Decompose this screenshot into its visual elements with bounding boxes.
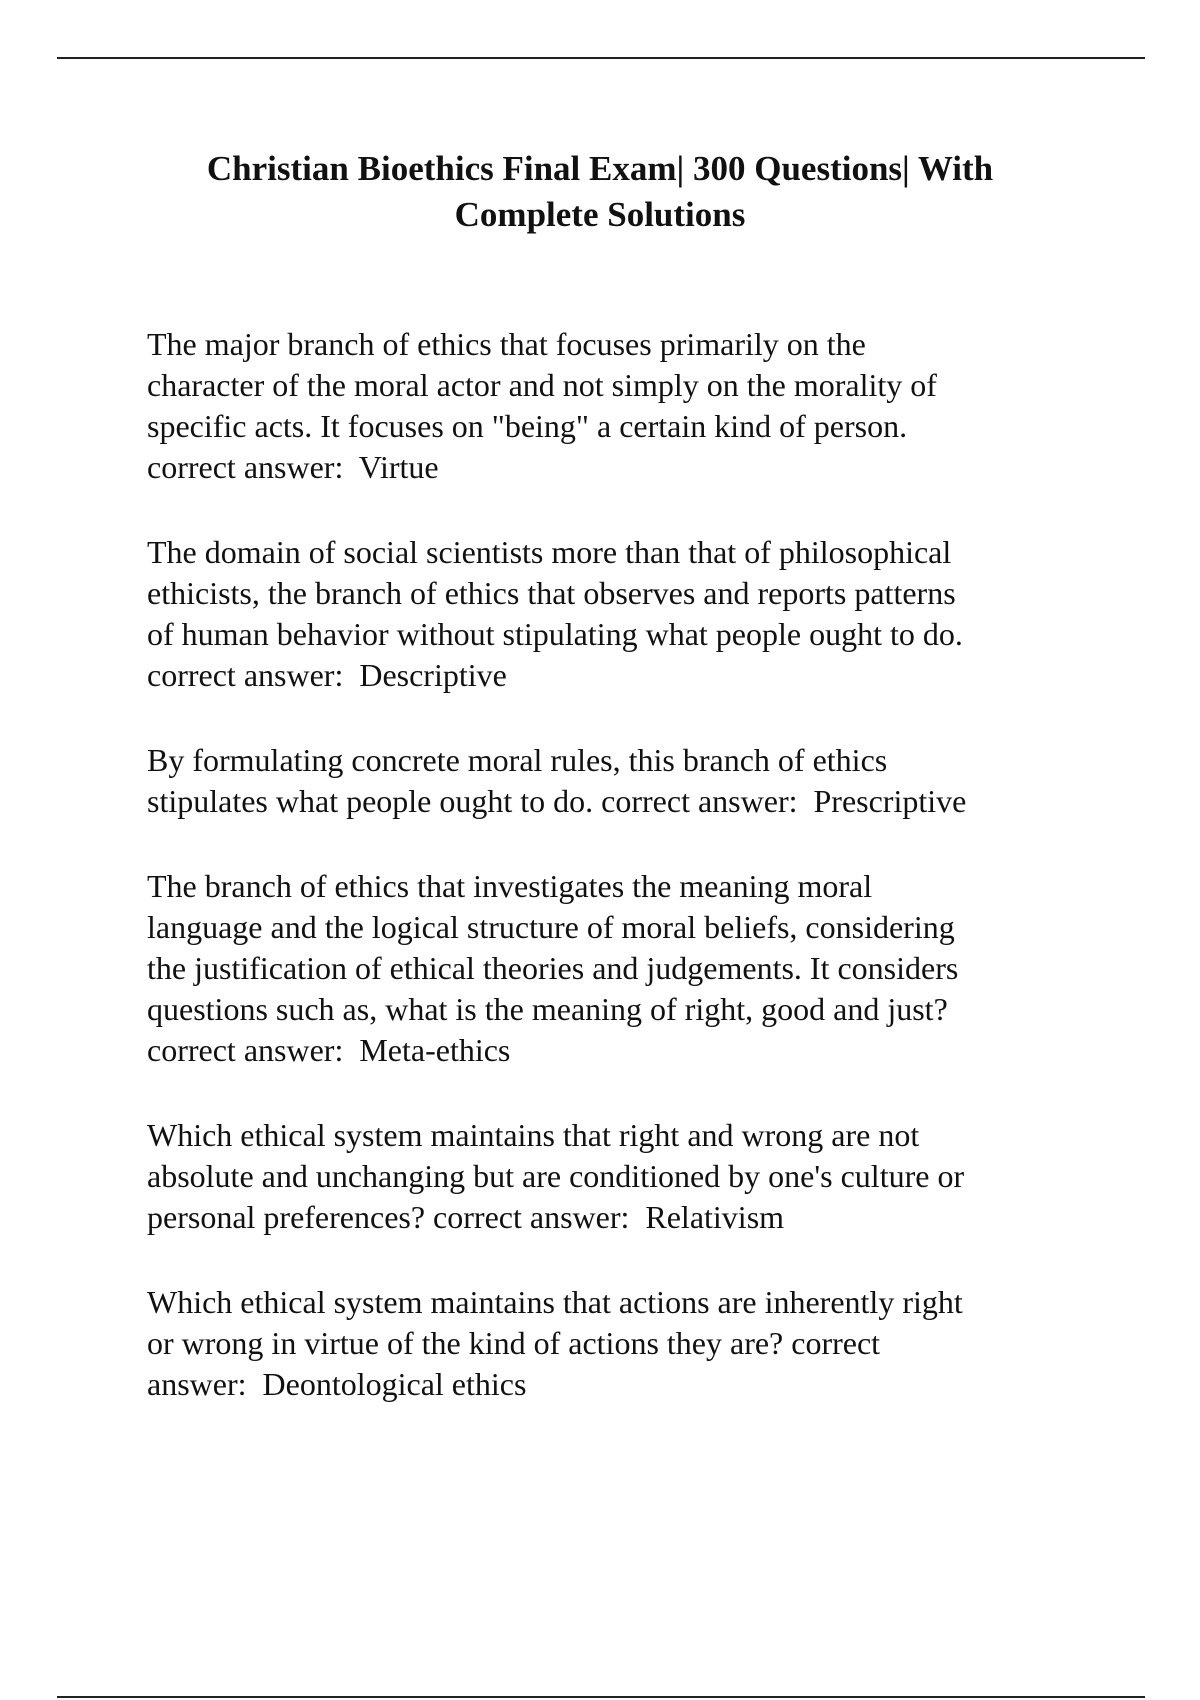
text-line: By formulating concrete moral rules, this branch of ethics	[147, 742, 888, 778]
title-line: Complete Solutions	[454, 195, 746, 234]
text-line: The domain of social scientists more than that of philosophical	[147, 534, 952, 570]
question-answer-item	[147, 532, 1107, 696]
text-line: questions such as, what is the meaning of right, good and just?	[147, 991, 948, 1027]
top-rule	[57, 57, 1145, 59]
document-title	[0, 146, 1200, 238]
question-answer-item	[147, 1282, 1107, 1405]
text-line: The major branch of ethics that focuses primarily on the	[147, 326, 866, 362]
text-line: correct answer: Descriptive	[147, 657, 507, 693]
text-line: language and the logical structure of moral beliefs, considering	[147, 909, 955, 945]
text-line: specific acts. It focuses on "being" a certain kind of person.	[147, 408, 908, 444]
text-line: Which ethical system maintains that actions are inherently right	[147, 1284, 963, 1320]
text-line: answer: Deontological ethics	[147, 1366, 527, 1402]
question-answer-item	[147, 1115, 1107, 1238]
title-line: Christian Bioethics Final Exam| 300 Questions| With	[206, 149, 994, 188]
question-answer-item	[147, 740, 1107, 822]
text-line: Which ethical system maintains that right and wrong are not	[147, 1117, 920, 1153]
question-answer-item	[147, 324, 1107, 488]
text-line: the justification of ethical theories and judgements. It considers	[147, 950, 959, 986]
text-line: absolute and unchanging but are conditioned by one's culture or	[147, 1158, 965, 1194]
text-line: ethicists, the branch of ethics that observes and reports patterns	[147, 575, 956, 611]
text-line: The branch of ethics that investigates the meaning moral	[147, 868, 873, 904]
text-line: correct answer: Virtue	[147, 449, 439, 485]
text-line: correct answer: Meta-ethics	[147, 1032, 511, 1068]
text-line: of human behavior without stipulating what people ought to do.	[147, 616, 963, 652]
bottom-rule	[57, 1696, 1145, 1698]
text-line: or wrong in virtue of the kind of actions they are? correct	[147, 1325, 881, 1361]
question-answer-item	[147, 866, 1107, 1071]
question-list	[147, 324, 1107, 1449]
text-line: personal preferences? correct answer: Relativism	[147, 1199, 785, 1235]
text-line: character of the moral actor and not simply on the morality of	[147, 367, 937, 403]
text-line: stipulates what people ought to do. correct answer: Prescriptive	[147, 783, 967, 819]
